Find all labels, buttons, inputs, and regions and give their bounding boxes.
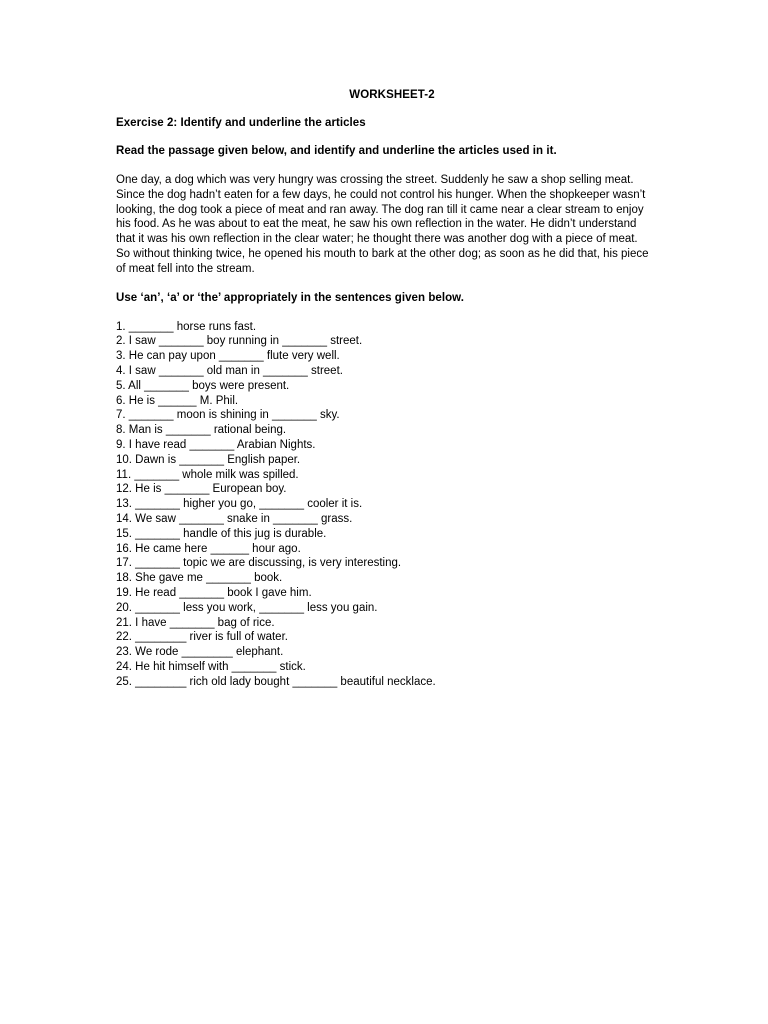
exercise-item: 18. She gave me _______ book. [116,572,283,585]
worksheet-title: WORKSHEET-2 [349,89,435,101]
exercise-item: 15. _______ handle of this jug is durable. [116,527,327,540]
exercise-item: 4. I saw _______ old man in _______ street. [116,364,343,377]
exercise-item: 12. He is _______ European boy. [116,483,287,496]
exercise-item: 25. ________ rich old lady bought _______ beautiful necklace. [116,675,436,688]
exercise-item: 1. _______ horse runs fast. [116,320,257,333]
exercise-item: 17. _______ topic we are discussing, is very interesting. [116,557,402,570]
exercise-item: 9. I have read _______ Arabian Nights. [116,438,316,451]
exercise-item: 7. _______ moon is shining in _______ sky. [116,409,340,422]
exercise-item: 3. He can pay upon _______ flute very well. [116,350,340,363]
exercise-item: 10. Dawn is _______ English paper. [116,453,301,466]
worksheet-page [116,87,656,690]
exercise-list [116,320,656,690]
exercise-item: 13. _______ higher you go, _______ cooler it is. [116,498,363,511]
passage-text: One day, a dog which was very hungry was crossing the street. Suddenly he saw a shop selling meat. Since the dog hadn’t eaten for a few days, he could not control his hunger. When the shopkeeper wasn’t looking, the dog took a piece of meat and ran away. The dog ran till it came near a clear stream to enjoy his food. As he was about to eat the meat, he saw his own reflection in the water. He didn’t understand that it was his own reflection in the clear water; he thought there was another dog with a piece of meat. So without thinking twice, he opened his mouth to bark at the other dog; as soon as he did that, his piece of meat fell into the stream. [116,174,649,275]
exercise-item: 19. He read _______ book I gave him. [116,586,312,599]
exercise-item: 24. He hit himself with _______ stick. [116,660,306,673]
exercise-heading: Exercise 2: Identify and underline the articles [116,117,366,129]
exercise-item: 5. All _______ boys were present. [116,379,290,392]
exercise-item: 11. _______ whole milk was spilled. [116,468,299,481]
exercise-item: 16. He came here ______ hour ago. [116,542,301,555]
exercise-item: 6. He is ______ M. Phil. [116,394,239,407]
exercise-item: 8. Man is _______ rational being. [116,424,287,437]
exercise-item: 21. I have _______ bag of rice. [116,616,275,629]
exercise-item: 22. ________ river is full of water. [116,631,288,644]
use-instruction: Use ‘an’, ‘a’ or ‘the’ appropriately in the sentences given below. [116,291,464,304]
read-instruction: Read the passage given below, and identify and underline the articles used in it. [116,145,557,157]
exercise-item: 2. I saw _______ boy running in _______ street. [116,335,363,348]
exercise-item: 20. _______ less you work, _______ less you gain. [116,601,378,614]
exercise-item: 14. We saw _______ snake in _______ grass. [116,512,353,525]
exercise-item: 23. We rode ________ elephant. [116,646,284,659]
